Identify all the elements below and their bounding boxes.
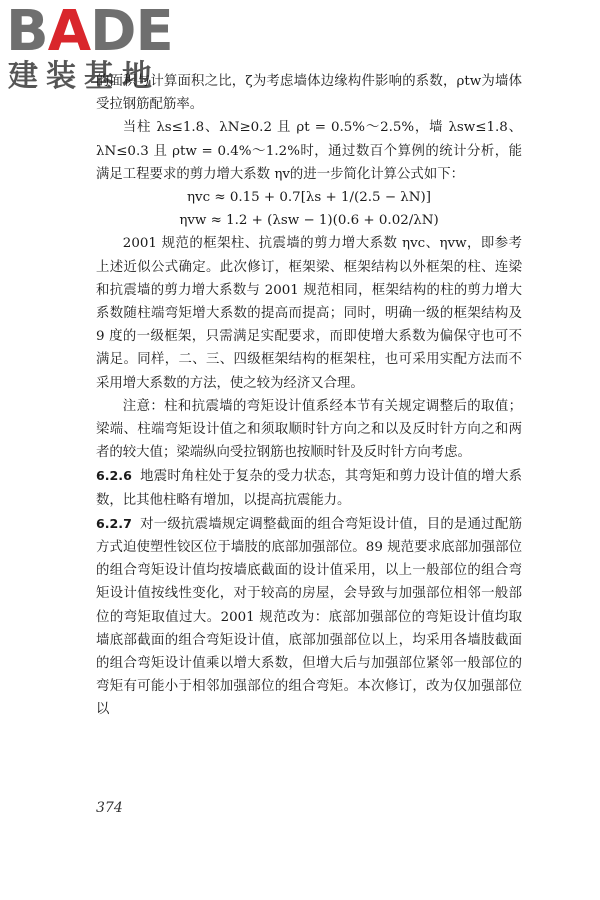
section-number: 6.2.7 [96, 515, 132, 531]
section-number: 6.2.6 [96, 468, 132, 484]
section-text: 地震时角柱处于复杂的受力状态，其弯矩和剪力设计值的增大系数，比其他柱略有增加，以提高抗震能力。 [96, 469, 522, 508]
logo-accent-letter: A [47, 0, 91, 64]
page-number: 374 [96, 800, 123, 816]
page-content [96, 70, 522, 722]
paragraph: 当柱 λs≤1.8、λN≥0.2 且 ρt = 0.5%～2.5%，墙 λsw≤1.8、λN≤0.3 且 ρtw = 0.4%～1.2%时，通过数百个算例的统计分析，能满足工程要求的剪力增大系数 ηv的进一步简化计算公式如下： [96, 120, 522, 182]
paragraph: 的面积与计算面积之比，ζ为考虑墙体边缘构件影响的系数，ρtw为墙体受拉钢筋配筋率。 [96, 74, 522, 113]
logo-subtitle: 建装基地 [8, 59, 160, 94]
note-paragraph: 注意：柱和抗震墙的弯矩设计值系经本节有关规定调整后的取值；梁端、柱端弯矩设计值之和须取顺时针方向之和以及反时针方向之和两者的较大值；梁端纵向受拉钢筋也按顺时针及反时针方向考虑。 [96, 398, 522, 461]
section-6-2-7 [96, 512, 522, 722]
section-6-2-6 [96, 464, 522, 511]
paragraph: 2001 规范的框架柱、抗震墙的剪力增大系数 ηvc、ηvw，即参考上述近似公式确定。此次修订，框架梁、框架结构以外框架的柱、连梁和抗震墙的剪力增大系数与 2001 规范相同，框架结构的柱的剪力增大系数随柱端弯矩增大系数的提高而提高；同时，明确一级的框架结构及 9 度的一级框架，只需满足实配要求，而即使增大系数为偏保守也可不满足。同样，二、三、四级框架结构的框架柱，也可采用实配方法而不采用增大系数的方法，使之较为经济又合理。 [96, 236, 522, 391]
formula-column: ηvc ≈ 0.15 + 0.7[λs + 1/(2.5 − λN)] [187, 190, 431, 206]
formula-wall: ηvw ≈ 1.2 + (λsw − 1)(0.6 + 0.02/λN) [179, 213, 439, 229]
logo-brand-text: BADE [6, 0, 173, 64]
section-text: 对一级抗震墙规定调整截面的组合弯矩设计值，目的是通过配筋方式迫使塑性铰区位于墙肢的底部加强部位。89 规范要求底部加强部位的组合弯矩设计值均按墙底截面的设计值采用，以上一般部位的组合弯矩设计值按线性变化，对于较高的房屋，会导致与加强部位相邻一般部位的弯矩取值过大。2001 规范改为：底部加强部位的弯矩设计值均取墙底部截面的组合弯矩设计值，底部加强部位以上，均采用各墙肢截面的组合弯矩设计值乘以增大系数，但增大后与加强部位紧邻一般部位的弯矩有可能小于相邻加强部位的组合弯矩。本次修订，改为仅加强部位以 [96, 516, 522, 718]
